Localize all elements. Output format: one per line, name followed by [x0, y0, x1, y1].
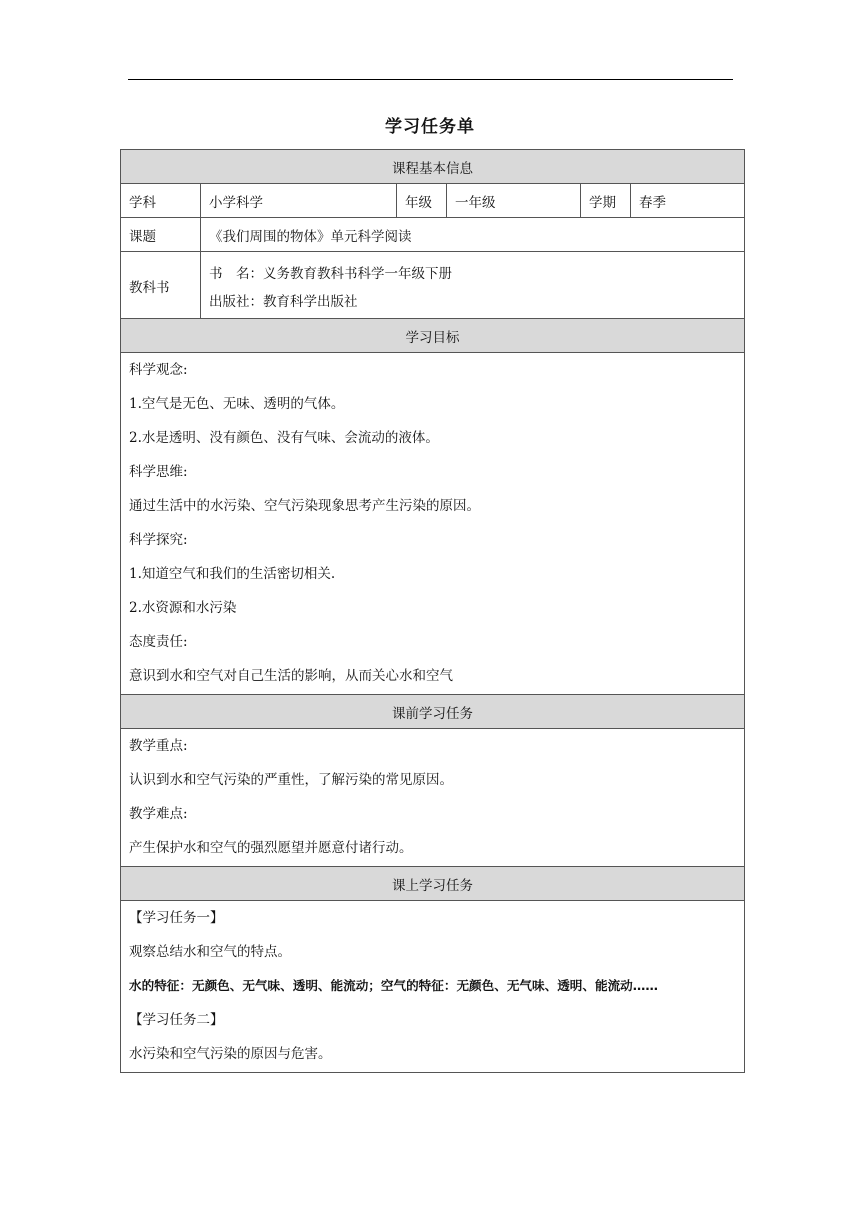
in-class-content	[121, 901, 745, 1073]
textbook-publisher: 出版社：教育科学出版社	[209, 294, 358, 310]
section-header-in-class	[121, 867, 745, 901]
objective-line: 1.知道空气和我们的生活密切相关.	[129, 566, 336, 582]
grade-label: 年级	[397, 184, 447, 218]
objective-line: 1.空气是无色、无味、透明的气体。	[129, 396, 345, 412]
objectives-content	[121, 353, 745, 695]
pre-class-line: 产生保护水和空气的强烈愿望并愿意付诸行动。	[129, 840, 413, 856]
objective-line: 科学探究:	[129, 532, 188, 548]
objective-line: 科学观念:	[129, 362, 188, 378]
in-class-row	[121, 901, 745, 1073]
section-title: 课前学习任务	[121, 695, 745, 729]
section-header-objectives	[121, 319, 745, 353]
task2-title: 【学习任务二】	[129, 1012, 224, 1028]
objective-line: 2.水资源和水污染	[129, 600, 237, 616]
section-header-basic-info	[121, 150, 745, 184]
task-sheet-table	[120, 149, 745, 1073]
section-title: 课上学习任务	[121, 867, 745, 901]
textbook-name: 书 名：义务教育教科书科学一年级下册	[209, 266, 452, 282]
task1-title: 【学习任务一】	[129, 910, 224, 926]
info-row-subject	[121, 184, 745, 218]
objective-line: 2.水是透明、没有颜色、没有气味、会流动的液体。	[129, 430, 439, 446]
info-row-topic	[121, 218, 745, 252]
task2-desc: 水污染和空气污染的原因与危害。	[129, 1046, 332, 1062]
section-header-pre-class	[121, 695, 745, 729]
info-row-textbook	[121, 252, 745, 319]
pre-class-content	[121, 729, 745, 867]
pre-class-line: 教学难点:	[129, 806, 188, 822]
pre-class-row	[121, 729, 745, 867]
grade-value: 一年级	[447, 184, 581, 218]
document-title: 学习任务单	[385, 117, 475, 137]
topic-value: 《我们周围的物体》单元科学阅读	[201, 218, 745, 252]
pre-class-line: 教学重点:	[129, 738, 188, 754]
term-label: 学期	[581, 184, 631, 218]
objective-line: 意识到水和空气对自己生活的影响，从而关心水和空气	[129, 668, 453, 684]
task1-desc: 观察总结水和空气的特点。	[129, 944, 291, 960]
term-value: 春季	[631, 184, 745, 218]
subject-value: 小学科学	[201, 184, 397, 218]
section-title: 课程基本信息	[121, 150, 745, 184]
subject-label: 学科	[121, 184, 201, 218]
objective-line: 科学思维:	[129, 464, 188, 480]
section-title: 学习目标	[121, 319, 745, 353]
pre-class-line: 认识到水和空气污染的严重性，了解污染的常见原因。	[129, 772, 453, 788]
topic-label: 课题	[121, 218, 201, 252]
objective-line: 通过生活中的水污染、空气污染现象思考产生污染的原因。	[129, 498, 480, 514]
objective-line: 态度责任:	[129, 634, 188, 650]
objectives-row	[121, 353, 745, 695]
header-rule	[128, 79, 733, 80]
textbook-label: 教科书	[129, 280, 170, 296]
task1-answer: 水的特征：无颜色、无气味、透明、能流动；空气的特征：无颜色、无气味、透明、能流动……	[129, 978, 658, 993]
